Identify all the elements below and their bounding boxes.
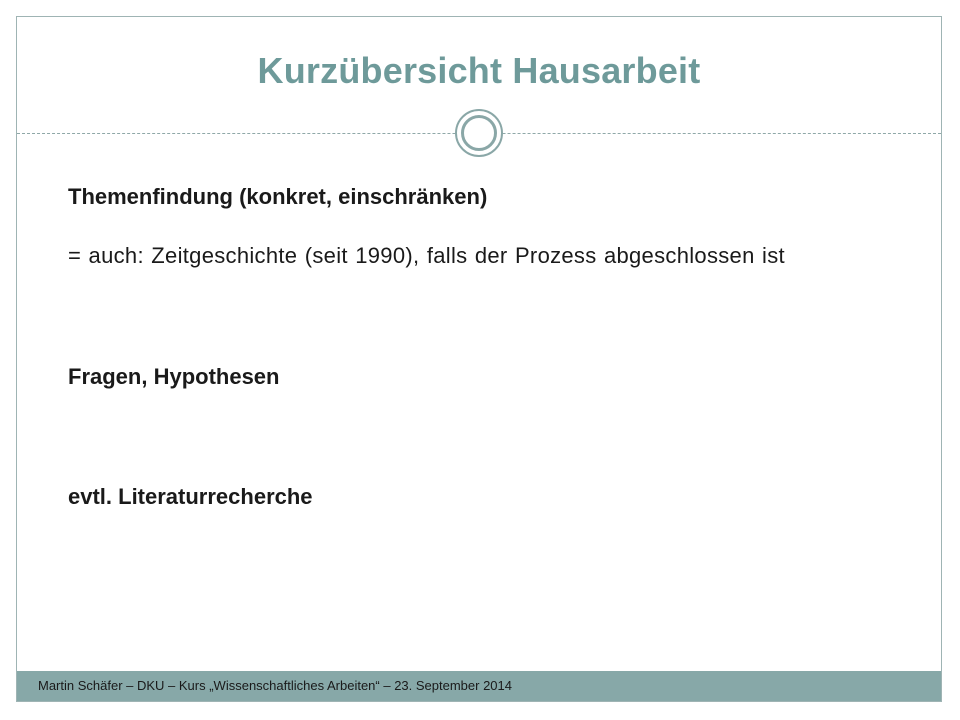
footer-text: Martin Schäfer – DKU – Kurs „Wissenschaftliches Arbeiten“ – 23. September 2014 — [38, 678, 512, 693]
circle-ornament-inner — [461, 115, 497, 151]
item-fragen-hypothesen: Fragen, Hypothesen — [68, 364, 280, 389]
slide-title: Kurzübersicht Hausarbeit — [257, 50, 701, 91]
item-zeitgeschichte-note: = auch: Zeitgeschichte (seit 1990), falls der Prozess abgeschlossen ist — [68, 243, 785, 268]
footer-bar — [17, 671, 941, 701]
circle-ornament-icon — [455, 109, 503, 157]
item-literaturrecherche: evtl. Literaturrecherche — [68, 484, 313, 509]
item-themenfindung: Themenfindung (konkret, einschränken) — [68, 184, 488, 209]
